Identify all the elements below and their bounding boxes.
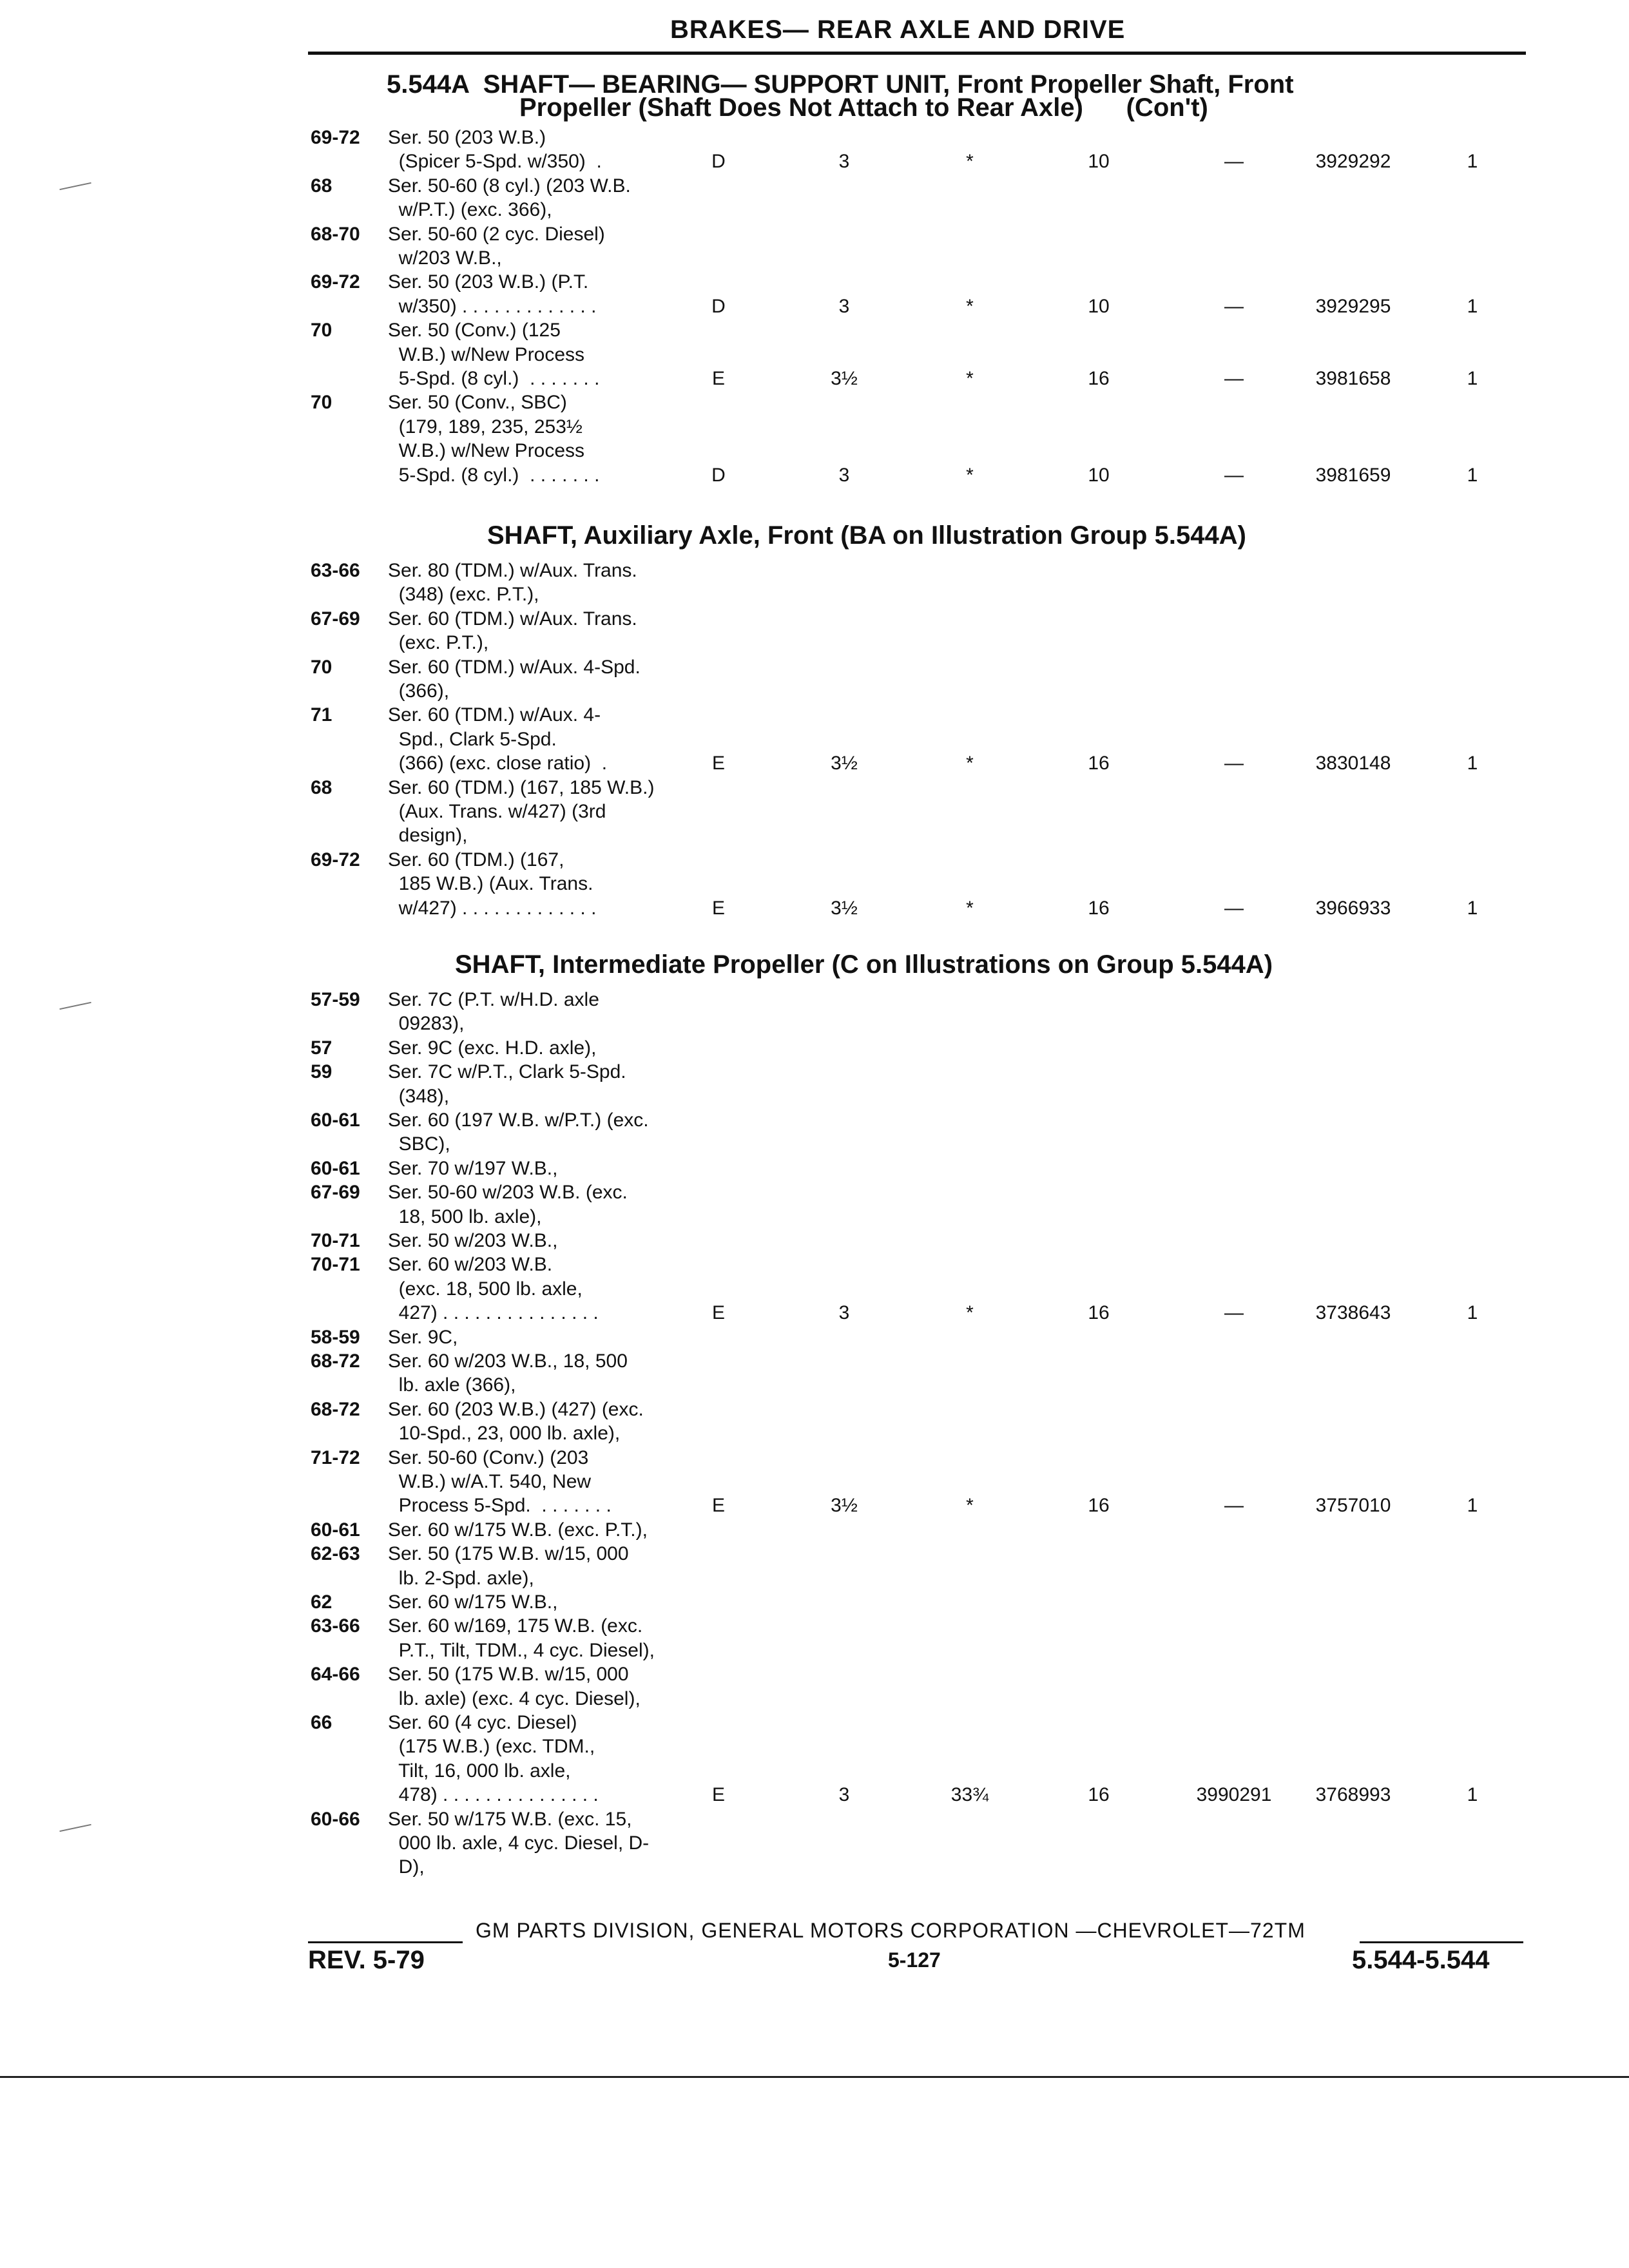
model-years: 62 — [311, 1591, 333, 1613]
table-row — [0, 1687, 1629, 1711]
table-row — [0, 271, 1629, 294]
part-number: 3966933 — [1315, 897, 1391, 919]
tube-diameter: 3 — [838, 464, 850, 486]
application-description: Ser. 60 (203 W.B.) (427) (exc. — [388, 1398, 644, 1420]
application-description: (Spicer 5-Spd. w/350) . — [388, 151, 602, 173]
table-row — [0, 1398, 1629, 1421]
model-years: 70-71 — [311, 1230, 360, 1251]
table-row — [0, 1783, 1629, 1807]
length: * — [966, 368, 974, 389]
length: * — [966, 1495, 974, 1517]
application-description: Ser. 60 w/175 W.B. (exc. P.T.), — [388, 1519, 648, 1541]
replaced-part-number: — — [1224, 464, 1244, 486]
application-description: Ser. 50 (Conv., SBC) — [388, 392, 567, 414]
table-row — [0, 752, 1629, 775]
model-years: 70 — [311, 320, 333, 341]
application-description: 5-Spd. (8 cyl.) . . . . . . . — [388, 368, 600, 389]
application-description: 10-Spd., 23, 000 lb. axle), — [388, 1423, 621, 1445]
table-row — [0, 1832, 1629, 1855]
footer-revision: REV. 5-79 — [308, 1946, 425, 1974]
application-description: W.B.) w/A.T. 540, New — [388, 1471, 592, 1492]
spec-code: D — [711, 464, 726, 486]
table-row — [0, 800, 1629, 823]
application-description: Ser. 9C, — [388, 1326, 458, 1348]
spec-code: E — [711, 1495, 725, 1517]
model-years: 63-66 — [311, 1615, 360, 1637]
quantity-pkg: 16 — [1088, 1495, 1110, 1517]
application-description: 427) . . . . . . . . . . . . . . . — [388, 1302, 599, 1324]
replaced-part-number: — — [1224, 1495, 1244, 1517]
application-description: 000 lb. axle, 4 cyc. Diesel, D- — [388, 1832, 650, 1854]
table-row — [0, 1663, 1629, 1686]
spec-code: E — [711, 753, 725, 774]
table-row — [0, 1278, 1629, 1301]
table-row — [0, 1326, 1629, 1349]
table-row — [0, 416, 1629, 439]
table-row — [0, 1302, 1629, 1325]
application-description: lb. axle (366), — [388, 1374, 516, 1396]
table-row — [0, 1591, 1629, 1614]
length: * — [966, 151, 974, 173]
spec-code: E — [711, 1784, 725, 1806]
quantity-pkg: 10 — [1088, 464, 1110, 486]
model-years: 60-66 — [311, 1808, 360, 1830]
application-description: Ser. 60 (TDM.) w/Aux. Trans. — [388, 608, 637, 629]
spec-code: E — [711, 368, 725, 389]
quantity-pkg: 10 — [1088, 151, 1110, 173]
model-years: 57-59 — [311, 989, 360, 1010]
table-row — [0, 1711, 1629, 1735]
spec-code: D — [711, 295, 726, 317]
quantity: 1 — [1467, 1302, 1478, 1324]
application-description: w/203 W.B., — [388, 247, 502, 269]
length: * — [966, 753, 974, 774]
application-description: (Aux. Trans. w/427) (3rd — [388, 801, 606, 822]
application-description: W.B.) w/New Process — [388, 440, 585, 462]
table-row — [0, 391, 1629, 414]
model-years: 68-72 — [311, 1398, 360, 1420]
quantity-pkg: 16 — [1088, 368, 1110, 389]
application-description: lb. axle) (exc. 4 cyc. Diesel), — [388, 1687, 641, 1709]
quantity-pkg: 16 — [1088, 1784, 1110, 1806]
application-description: w/427) . . . . . . . . . . . . . — [388, 897, 597, 919]
tube-diameter: 3 — [838, 1784, 850, 1806]
length: * — [966, 464, 974, 486]
table-row — [0, 704, 1629, 727]
application-description: design), — [388, 825, 468, 847]
replaced-part-number: — — [1224, 151, 1244, 173]
table-row — [0, 1181, 1629, 1204]
quantity-pkg: 10 — [1088, 295, 1110, 317]
footer-rule-left — [308, 1941, 463, 1943]
model-years: 67-69 — [311, 608, 360, 629]
tube-diameter: 3½ — [831, 1495, 858, 1517]
application-description: (366) (exc. close ratio) . — [388, 753, 608, 774]
part-number: 3981659 — [1315, 464, 1391, 486]
tube-diameter: 3 — [838, 151, 850, 173]
length: 33¾ — [950, 1784, 989, 1806]
table-row — [0, 728, 1629, 751]
part-number: 3929292 — [1315, 151, 1391, 173]
model-years: 70-71 — [311, 1254, 360, 1276]
scan-edge-line — [0, 2076, 1629, 2078]
table-row — [0, 464, 1629, 487]
section-title: 5.544A SHAFT— BEARING— SUPPORT UNIT, Front Propeller Shaft, Front — [387, 70, 1294, 99]
quantity: 1 — [1467, 897, 1478, 919]
application-description: Ser. 50-60 (Conv.) (203 — [388, 1446, 589, 1468]
application-description: (175 W.B.) (exc. TDM., — [388, 1736, 595, 1758]
model-years: 63-66 — [311, 560, 360, 581]
spec-code: D — [711, 151, 726, 173]
table-row — [0, 1374, 1629, 1397]
application-description: 185 W.B.) (Aux. Trans. — [388, 873, 593, 895]
replaced-part-number: — — [1224, 897, 1244, 919]
application-description: (exc. P.T.), — [388, 632, 489, 654]
table-row — [0, 343, 1629, 367]
application-description: Ser. 60 w/203 W.B. — [388, 1254, 553, 1276]
model-years: 59 — [311, 1061, 333, 1083]
application-description: Ser. 50 (203 W.B.) — [388, 127, 546, 148]
application-description: (179, 189, 235, 253½ — [388, 416, 583, 437]
part-number: 3981658 — [1315, 368, 1391, 389]
quantity: 1 — [1467, 295, 1478, 317]
tube-diameter: 3 — [838, 1302, 850, 1324]
application-description: P.T., Tilt, TDM., 4 cyc. Diesel), — [388, 1639, 655, 1661]
table-row — [0, 1206, 1629, 1229]
model-years: 70 — [311, 392, 333, 414]
table-row — [0, 680, 1629, 703]
table-row — [0, 559, 1629, 582]
table-row — [0, 1157, 1629, 1180]
table-row — [0, 1494, 1629, 1517]
application-description: lb. 2-Spd. axle), — [388, 1567, 534, 1589]
table-row — [0, 1061, 1629, 1084]
table-row — [0, 1808, 1629, 1831]
table-row — [0, 1253, 1629, 1276]
application-description: Ser. 50 (Conv.) (125 — [388, 320, 561, 341]
table-row — [0, 439, 1629, 463]
length: * — [966, 897, 974, 919]
application-description: Ser. 50-60 (2 cyc. Diesel) — [388, 223, 605, 245]
table-row — [0, 1567, 1629, 1590]
application-description: Ser. 50-60 w/203 W.B. (exc. — [388, 1182, 628, 1204]
application-description: Ser. 80 (TDM.) w/Aux. Trans. — [388, 560, 637, 581]
application-description: Tilt, 16, 000 lb. axle, — [388, 1760, 571, 1782]
quantity: 1 — [1467, 151, 1478, 173]
table-row — [0, 1446, 1629, 1470]
part-number: 3929295 — [1315, 295, 1391, 317]
application-description: Ser. 60 (4 cyc. Diesel) — [388, 1712, 577, 1733]
application-description: Ser. 70 w/197 W.B., — [388, 1157, 558, 1179]
application-description: Ser. 60 (TDM.) w/Aux. 4- — [388, 704, 601, 726]
model-years: 71 — [311, 704, 333, 726]
model-years: 70 — [311, 656, 333, 678]
table-row — [0, 319, 1629, 342]
model-years: 69-72 — [311, 127, 360, 148]
table-row — [0, 223, 1629, 246]
application-description: (348), — [388, 1085, 450, 1107]
quantity-pkg: 16 — [1088, 753, 1110, 774]
application-description: 09283), — [388, 1013, 465, 1035]
footer-division: GM PARTS DIVISION, GENERAL MOTORS CORPORATION —CHEVROLET—72TM — [476, 1919, 1306, 1942]
application-description: (366), — [388, 680, 450, 702]
header-rule — [308, 52, 1526, 55]
quantity-pkg: 16 — [1088, 1302, 1110, 1324]
application-description: D), — [388, 1856, 425, 1878]
table-row — [0, 1109, 1629, 1132]
model-years: 57 — [311, 1037, 333, 1059]
table-row — [0, 1350, 1629, 1373]
application-description: Ser. 60 w/169, 175 W.B. (exc. — [388, 1615, 643, 1637]
quantity-pkg: 16 — [1088, 897, 1110, 919]
application-description: Ser. 50 (175 W.B. w/15, 000 — [388, 1664, 629, 1686]
table-row — [0, 1470, 1629, 1494]
part-number: 3738643 — [1315, 1302, 1391, 1324]
application-description: w/P.T.) (exc. 366), — [388, 199, 552, 221]
application-description: Ser. 60 (TDM.) w/Aux. 4-Spd. — [388, 656, 641, 678]
model-years: 60-61 — [311, 1110, 360, 1131]
table-row — [0, 1639, 1629, 1662]
table-row — [0, 1856, 1629, 1879]
model-years: 69-72 — [311, 271, 360, 293]
table-row — [0, 367, 1629, 390]
table-row — [0, 198, 1629, 222]
application-description: 5-Spd. (8 cyl.) . . . . . . . — [388, 464, 600, 486]
table-row — [0, 247, 1629, 270]
application-description: Ser. 50 (175 W.B. w/15, 000 — [388, 1543, 629, 1565]
quantity: 1 — [1467, 1495, 1478, 1517]
footer-reference: 5.544-5.544 — [1352, 1946, 1490, 1974]
model-years: 68 — [311, 776, 333, 798]
model-years: 58-59 — [311, 1326, 360, 1348]
table-row — [0, 824, 1629, 847]
tube-diameter: 3½ — [831, 753, 858, 774]
application-description: Ser. 60 w/203 W.B., 18, 500 — [388, 1350, 628, 1372]
table-row — [0, 1037, 1629, 1060]
application-description: Spd., Clark 5-Spd. — [388, 728, 557, 750]
quantity: 1 — [1467, 753, 1478, 774]
model-years: 66 — [311, 1712, 333, 1733]
quantity: 1 — [1467, 368, 1478, 389]
table-row — [0, 1422, 1629, 1445]
tube-diameter: 3½ — [831, 368, 858, 389]
section-title: SHAFT, Intermediate Propeller (C on Illustrations on Group 5.544A) — [455, 950, 1273, 979]
model-years: 68 — [311, 175, 333, 197]
model-years: 67-69 — [311, 1182, 360, 1204]
replaced-part-number: — — [1224, 753, 1244, 774]
table-row — [0, 1085, 1629, 1108]
table-row — [0, 295, 1629, 318]
table-row — [0, 1735, 1629, 1758]
footer-page-number: 5-127 — [888, 1948, 941, 1972]
application-description: (exc. 18, 500 lb. axle, — [388, 1278, 583, 1300]
table-row — [0, 150, 1629, 173]
application-description: Ser. 7C (P.T. w/H.D. axle — [388, 989, 599, 1010]
table-row — [0, 175, 1629, 198]
tube-diameter: 3½ — [831, 897, 858, 919]
table-row — [0, 1615, 1629, 1638]
table-row — [0, 1133, 1629, 1156]
model-years: 64-66 — [311, 1664, 360, 1686]
application-description: SBC), — [388, 1133, 450, 1155]
model-years: 69-72 — [311, 849, 360, 870]
model-years: 68-72 — [311, 1350, 360, 1372]
quantity: 1 — [1467, 464, 1478, 486]
application-description: Ser. 60 w/175 W.B., — [388, 1591, 558, 1613]
model-years: 60-61 — [311, 1519, 360, 1541]
table-row — [0, 608, 1629, 631]
table-row — [0, 583, 1629, 606]
application-description: w/350) . . . . . . . . . . . . . — [388, 295, 597, 317]
application-description: Ser. 50 w/175 W.B. (exc. 15, — [388, 1808, 632, 1830]
application-description: Ser. 60 (197 W.B. w/P.T.) (exc. — [388, 1110, 649, 1131]
model-years: 60-61 — [311, 1157, 360, 1179]
table-row — [0, 988, 1629, 1012]
quantity: 1 — [1467, 1784, 1478, 1806]
application-description: Ser. 50 w/203 W.B., — [388, 1230, 558, 1251]
application-description: Ser. 9C (exc. H.D. axle), — [388, 1037, 597, 1059]
model-years: 62-63 — [311, 1543, 360, 1565]
replaced-part-number: — — [1224, 295, 1244, 317]
table-row — [0, 631, 1629, 655]
application-description: Ser. 50-60 (8 cyl.) (203 W.B. — [388, 175, 631, 197]
application-description: 18, 500 lb. axle), — [388, 1206, 542, 1227]
model-years: 71-72 — [311, 1446, 360, 1468]
section-title: SHAFT, Auxiliary Axle, Front (BA on Illustration Group 5.544A) — [487, 521, 1246, 550]
replaced-part-number: — — [1224, 1302, 1244, 1324]
length: * — [966, 1302, 974, 1324]
part-number: 3830148 — [1315, 753, 1391, 774]
application-description: Ser. 60 (TDM.) (167, 185 W.B.) — [388, 776, 655, 798]
application-description: W.B.) w/New Process — [388, 343, 585, 365]
table-row — [0, 776, 1629, 800]
table-row — [0, 849, 1629, 872]
spec-code: E — [711, 897, 725, 919]
application-description: Process 5-Spd. . . . . . . . — [388, 1495, 612, 1517]
application-description: 478) . . . . . . . . . . . . . . . — [388, 1784, 599, 1806]
part-number: 3757010 — [1315, 1495, 1391, 1517]
table-row — [0, 1012, 1629, 1035]
table-row — [0, 1760, 1629, 1783]
tube-diameter: 3 — [838, 295, 850, 317]
spec-code: E — [711, 1302, 725, 1324]
model-years: 68-70 — [311, 223, 360, 245]
application-description: (348) (exc. P.T.), — [388, 584, 539, 606]
footer-rule-right — [1360, 1941, 1523, 1943]
replaced-part-number: — — [1224, 368, 1244, 389]
table-row — [0, 656, 1629, 679]
application-description: Ser. 7C w/P.T., Clark 5-Spd. — [388, 1061, 626, 1083]
application-description: Ser. 50 (203 W.B.) (P.T. — [388, 271, 589, 293]
table-row — [0, 872, 1629, 896]
section-title-continued: Propeller (Shaft Does Not Attach to Rear Axle) (Con't) — [519, 93, 1208, 122]
table-row — [0, 897, 1629, 920]
table-row — [0, 1229, 1629, 1253]
table-row — [0, 1519, 1629, 1542]
table-row — [0, 1542, 1629, 1566]
part-number: 3768993 — [1315, 1784, 1391, 1806]
replaced-part-number: 3990291 — [1196, 1784, 1272, 1806]
application-description: Ser. 60 (TDM.) (167, — [388, 849, 564, 870]
length: * — [966, 295, 974, 317]
page-header-title: BRAKES— REAR AXLE AND DRIVE — [670, 15, 1126, 44]
table-row — [0, 126, 1629, 149]
